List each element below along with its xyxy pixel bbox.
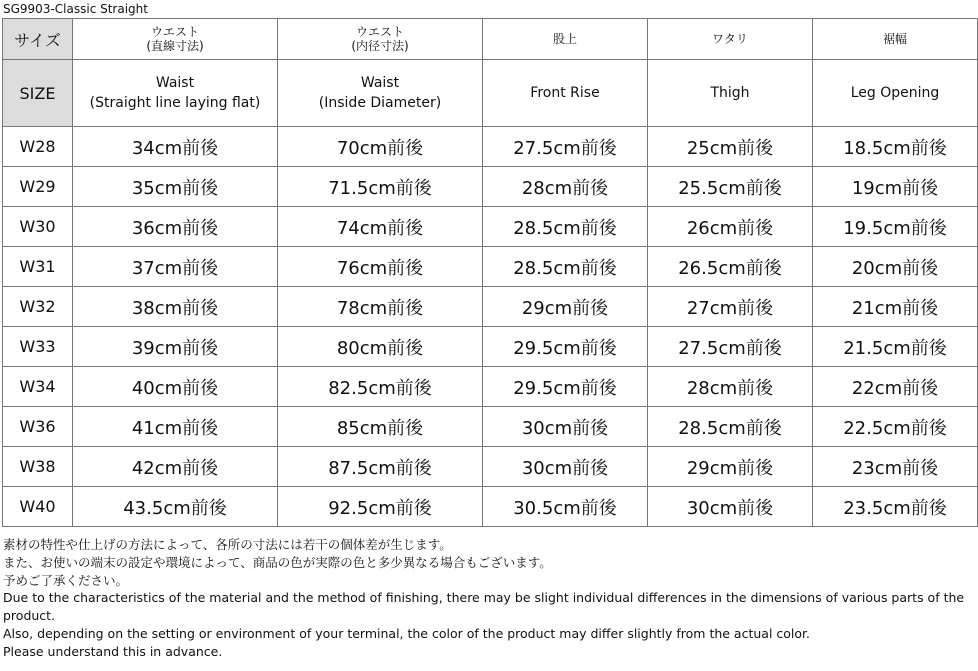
value-cell: 23cm前後 (813, 447, 978, 487)
note-line: 予めご了承ください。 (3, 572, 129, 588)
value-cell: 23.5cm前後 (813, 487, 978, 527)
header-en-waist-flat (73, 60, 278, 127)
header-en-line2: (Straight line laying flat) (89, 95, 261, 111)
note-line: Please understand this in advance. (3, 643, 223, 659)
value-cell: 30cm前後 (483, 447, 648, 487)
value-cell: 85cm前後 (278, 407, 483, 447)
header-en-leg-opening (813, 60, 978, 127)
header-en-line1: Waist (155, 75, 195, 91)
value-cell: 39cm前後 (73, 327, 278, 367)
size-chart-table (2, 18, 978, 527)
header-en-line1: Leg Opening (850, 85, 940, 101)
header-jp-line1: ウエスト (150, 25, 199, 39)
size-cell: W32 (3, 287, 73, 327)
note-line: Due to the characteristics of the material and the method of finishing, there may be slight individual differences in the dimensions of various parts of the product. (3, 590, 965, 624)
value-cell: 78cm前後 (278, 287, 483, 327)
header-row-english (3, 60, 978, 127)
value-cell: 38cm前後 (73, 287, 278, 327)
value-cell: 21.5cm前後 (813, 327, 978, 367)
header-en-line1: Front Rise (530, 85, 600, 101)
value-cell: 71.5cm前後 (278, 167, 483, 207)
value-cell: 87.5cm前後 (278, 447, 483, 487)
table-row (3, 207, 978, 247)
value-cell: 18.5cm前後 (813, 127, 978, 167)
header-jp-line1: 股上 (552, 32, 577, 46)
value-cell: 20cm前後 (813, 247, 978, 287)
value-cell: 34cm前後 (73, 127, 278, 167)
value-cell: 40cm前後 (73, 367, 278, 407)
header-en-thigh (648, 60, 813, 127)
value-cell: 28.5cm前後 (648, 407, 813, 447)
size-cell: W36 (3, 407, 73, 447)
value-cell: 19.5cm前後 (813, 207, 978, 247)
header-en-waist-inside (278, 60, 483, 127)
value-cell: 29cm前後 (648, 447, 813, 487)
value-cell: 30cm前後 (483, 407, 648, 447)
table-row (3, 287, 978, 327)
header-jp-waist-inside (278, 19, 483, 60)
header-jp-line1: ワタリ (712, 32, 748, 46)
header-en-line1: Thigh (710, 85, 750, 101)
value-cell: 74cm前後 (278, 207, 483, 247)
value-cell: 22.5cm前後 (813, 407, 978, 447)
value-cell: 22cm前後 (813, 367, 978, 407)
size-cell: W33 (3, 327, 73, 367)
value-cell: 29.5cm前後 (483, 367, 648, 407)
value-cell: 37cm前後 (73, 247, 278, 287)
header-jp-line2: (内径寸法) (351, 39, 409, 53)
value-cell: 29.5cm前後 (483, 327, 648, 367)
header-en-line1: Waist (360, 75, 400, 91)
value-cell: 29cm前後 (483, 287, 648, 327)
value-cell: 27cm前後 (648, 287, 813, 327)
table-row (3, 127, 978, 167)
note-line: また、お使いの端末の設定や環境によって、商品の色が実際の色と多少異なる場合もございます。 (3, 554, 552, 570)
size-cell: W38 (3, 447, 73, 487)
value-cell: 80cm前後 (278, 327, 483, 367)
table-row (3, 167, 978, 207)
header-jp-line2: (直線寸法) (146, 39, 204, 53)
value-cell: 42cm前後 (73, 447, 278, 487)
value-cell: 25cm前後 (648, 127, 813, 167)
value-cell: 25.5cm前後 (648, 167, 813, 207)
value-cell: 27.5cm前後 (648, 327, 813, 367)
size-cell: W29 (3, 167, 73, 207)
header-jp-waist-flat (73, 19, 278, 60)
table-row (3, 447, 978, 487)
table-row (3, 487, 978, 527)
value-cell: 19cm前後 (813, 167, 978, 207)
value-cell: 82.5cm前後 (278, 367, 483, 407)
value-cell: 28.5cm前後 (483, 207, 648, 247)
value-cell: 26cm前後 (648, 207, 813, 247)
value-cell: 41cm前後 (73, 407, 278, 447)
value-cell: 36cm前後 (73, 207, 278, 247)
header-en-line2: (Inside Diameter) (318, 95, 442, 111)
value-cell: 28cm前後 (648, 367, 813, 407)
note-line: Also, depending on the setting or environment of your terminal, the color of the product may differ slightly from the actual color. (3, 625, 810, 641)
table-row (3, 327, 978, 367)
table-row (3, 407, 978, 447)
size-cell: W28 (3, 127, 73, 167)
header-jp-line1: ウエスト (355, 25, 404, 39)
value-cell: 30.5cm前後 (483, 487, 648, 527)
size-cell: W34 (3, 367, 73, 407)
size-label-en: SIZE (3, 60, 73, 127)
value-cell: 43.5cm前後 (73, 487, 278, 527)
size-label-jp: サイズ (3, 19, 73, 60)
value-cell: 27.5cm前後 (483, 127, 648, 167)
table-row (3, 247, 978, 287)
value-cell: 70cm前後 (278, 127, 483, 167)
value-cell: 30cm前後 (648, 487, 813, 527)
header-jp-front-rise (483, 19, 648, 60)
header-jp-thigh (648, 19, 813, 60)
size-cell: W40 (3, 487, 73, 527)
header-jp-leg-opening (813, 19, 978, 60)
note-line: 素材の特性や仕上げの方法によって、各所の寸法には若干の個体差が生じます。 (3, 537, 452, 552)
chart-title: SG9903-Classic Straight (3, 2, 148, 16)
size-cell: W30 (3, 207, 73, 247)
header-row-japanese (3, 19, 978, 60)
header-en-front-rise (483, 60, 648, 127)
header-jp-line1: 裾幅 (882, 32, 907, 46)
value-cell: 26.5cm前後 (648, 247, 813, 287)
value-cell: 21cm前後 (813, 287, 978, 327)
size-cell: W31 (3, 247, 73, 287)
value-cell: 28.5cm前後 (483, 247, 648, 287)
value-cell: 76cm前後 (278, 247, 483, 287)
value-cell: 28cm前後 (483, 167, 648, 207)
table-row (3, 367, 978, 407)
disclaimer-notes (3, 536, 975, 661)
value-cell: 92.5cm前後 (278, 487, 483, 527)
value-cell: 35cm前後 (73, 167, 278, 207)
